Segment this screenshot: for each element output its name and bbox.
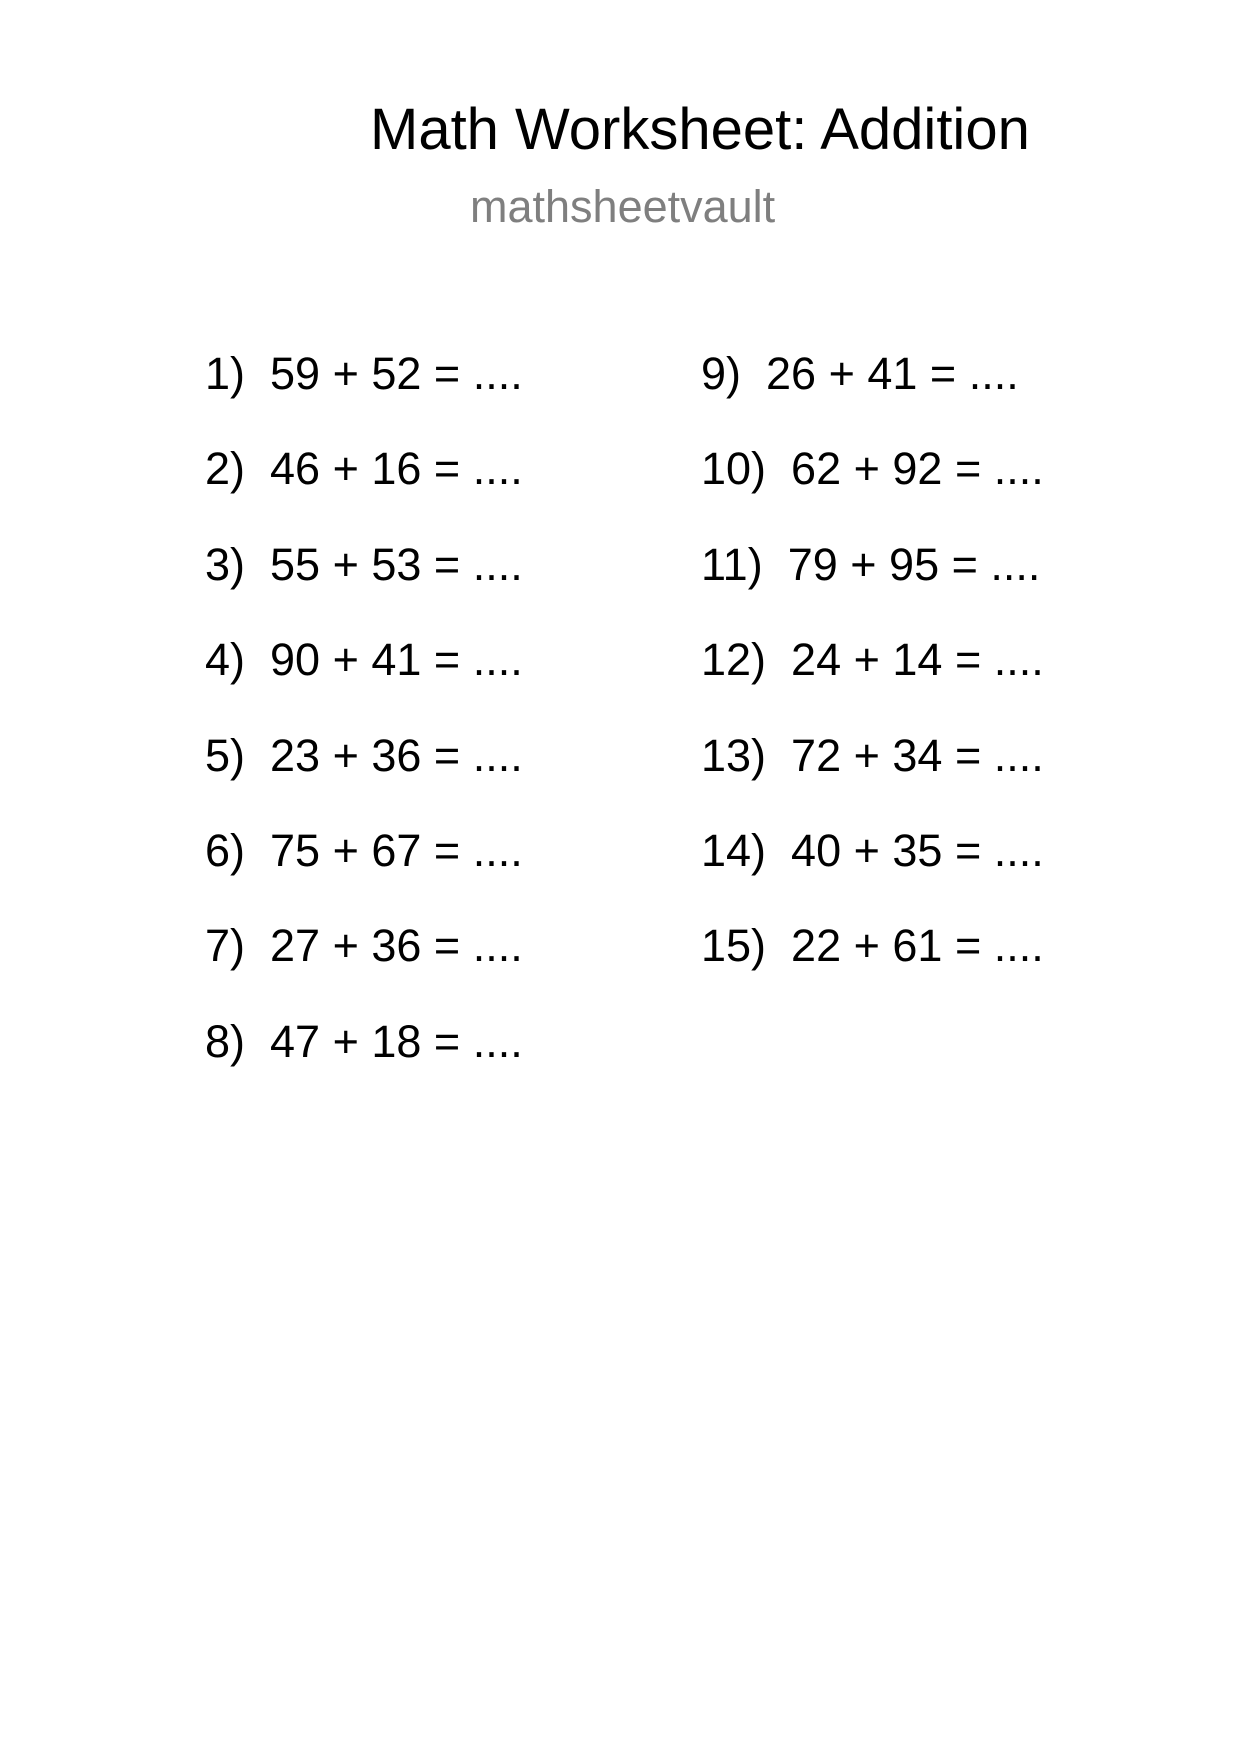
problem-number: 11) bbox=[701, 538, 763, 590]
problem-expression: 46 + 16 = .... bbox=[270, 443, 523, 495]
problem-expression: 55 + 53 = .... bbox=[270, 538, 523, 590]
problem-expression: 27 + 36 = .... bbox=[270, 920, 523, 972]
problem-number: 2) bbox=[205, 443, 246, 495]
problem-row bbox=[701, 443, 1044, 541]
problem-expression: 40 + 35 = .... bbox=[791, 824, 1044, 876]
problem-row bbox=[205, 538, 523, 637]
problem-expression: 75 + 67 = .... bbox=[270, 824, 523, 876]
problem-number: 4) bbox=[205, 634, 246, 686]
problem-expression: 22 + 61 = .... bbox=[791, 920, 1044, 972]
problem-number: 3) bbox=[205, 538, 246, 590]
problem-row bbox=[205, 824, 523, 923]
problem-expression: 47 + 18 = .... bbox=[270, 1015, 523, 1067]
page-subtitle: mathsheetvault bbox=[470, 181, 776, 232]
problem-number: 1) bbox=[205, 348, 246, 399]
problem-row bbox=[205, 348, 523, 446]
problem-row bbox=[701, 634, 1044, 732]
problem-row bbox=[701, 348, 1044, 446]
problem-expression: 62 + 92 = .... bbox=[791, 443, 1044, 495]
problem-number: 9) bbox=[701, 348, 742, 399]
problem-expression: 79 + 95 = .... bbox=[787, 538, 1041, 590]
problem-number: 10) bbox=[701, 443, 767, 495]
problem-expression: 23 + 36 = .... bbox=[270, 729, 523, 781]
problem-row bbox=[205, 634, 523, 732]
page-title: Math Worksheet: Addition bbox=[370, 97, 1030, 162]
problem-row bbox=[701, 729, 1044, 828]
problem-expression: 26 + 41 = .... bbox=[766, 348, 1019, 399]
problem-row bbox=[205, 443, 523, 541]
problem-number: 14) bbox=[701, 824, 767, 876]
problem-number: 13) bbox=[701, 729, 767, 781]
problem-expression: 24 + 14 = .... bbox=[791, 634, 1044, 686]
problems-column-left bbox=[205, 348, 523, 1114]
problem-number: 15) bbox=[701, 920, 767, 972]
problem-expression: 72 + 34 = .... bbox=[791, 729, 1044, 781]
problem-number: 12) bbox=[701, 634, 767, 686]
problems-column-right bbox=[701, 348, 1044, 1019]
problem-number: 5) bbox=[205, 729, 246, 781]
problem-row bbox=[205, 729, 523, 828]
problem-number: 8) bbox=[205, 1015, 246, 1067]
problem-row bbox=[205, 920, 523, 1018]
problem-number: 6) bbox=[205, 824, 246, 876]
problem-row bbox=[701, 824, 1044, 923]
problem-row bbox=[701, 920, 1044, 1018]
problem-expression: 59 + 52 = .... bbox=[270, 348, 523, 399]
problem-row bbox=[205, 1015, 523, 1114]
problem-number: 7) bbox=[205, 920, 246, 972]
problem-row bbox=[701, 538, 1044, 637]
problem-expression: 90 + 41 = .... bbox=[270, 634, 523, 686]
